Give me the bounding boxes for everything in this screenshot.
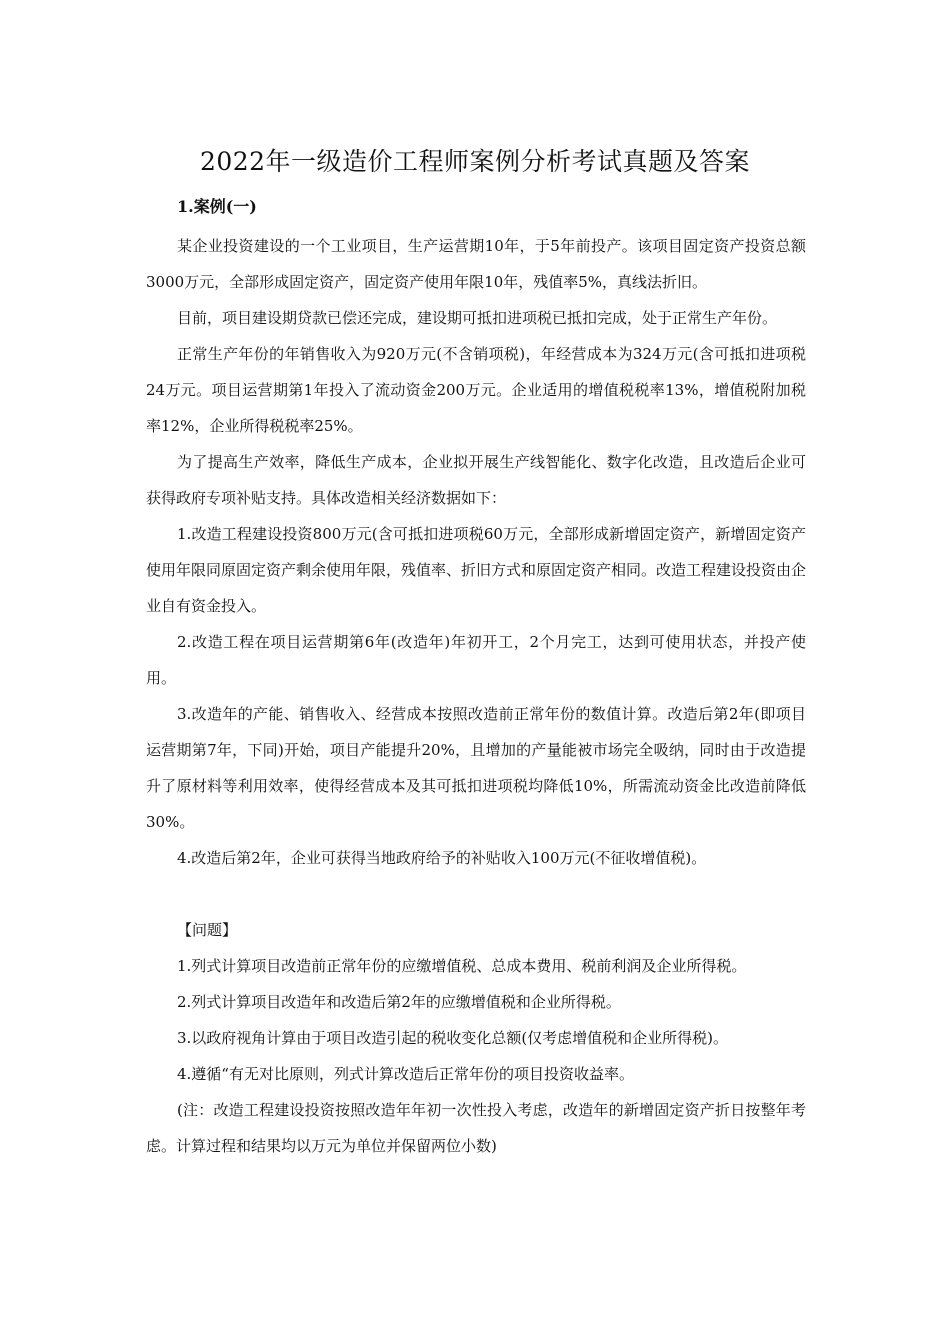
paragraph: 3.改造年的产能、销售收入、经营成本按照改造前正常年份的数值计算。改造后第2年(即项目运营期第7年，下同)开始，项目产能提升20%，且增加的产量能被市场完全吸纳，同时由于改造提升了原材料等利用效率，使得经营成本及其可抵扣进项税均降低10%，所需流动资金比改造前降低30%。 [146, 705, 806, 831]
question-item: 2.列式计算项目改造年和改造后第2年的应缴增值税和企业所得税。 [177, 993, 621, 1011]
paragraph: 目前，项目建设期贷款已偿还完成，建设期可抵扣进项税已抵扣完成，处于正常生产年份。 [177, 309, 778, 327]
paragraph: 4.改造后第2年，企业可获得当地政府给予的补贴收入100万元(不征收增值税)。 [177, 849, 707, 867]
page-title: 2022年一级造价工程师案例分析考试真题及答案 [199, 147, 751, 176]
paragraph: 正常生产年份的年销售收入为920万元(不含销项税)，年经营成本为324万元(含可抵扣进项税24万元。项目运营期第1年投入了流动资金200万元。企业适用的增值税税率13%，增值税附加税率12%，企业所得税税率25%。 [146, 345, 806, 435]
paragraph: 为了提高生产效率，降低生产成本，企业拟开展生产线智能化、数字化改造，且改造后企业可获得政府专项补贴支持。具体改造相关经济数据如下： [146, 453, 806, 507]
paragraph: 2.改造工程在项目运营期第6年(改造年)年初开工，2个月完工，达到可使用状态，并投产使用。 [146, 633, 806, 687]
question-item: 1.列式计算项目改造前正常年份的应缴增值税、总成本费用、税前利润及企业所得税。 [177, 957, 747, 975]
question-item: 3.以政府视角计算由于项目改造引起的税收变化总额(仅考虑增值税和企业所得税)。 [177, 1029, 729, 1047]
note: (注：改造工程建设投资按照改造年年初一次性投入考虑，改造年的新增固定资产折日按整年考虑。计算过程和结果均以万元为单位并保留两位小数) [146, 1101, 806, 1155]
paragraph: 某企业投资建设的一个工业项目，生产运营期10年，于5年前投产。该项目固定资产投资总额3000万元，全部形成固定资产，固定资产使用年限10年，残值率5%，真线法折旧。 [146, 237, 806, 291]
section-heading: 1.案例(一) [177, 197, 257, 216]
question-item: 4.遵循“有无对比原则，列式计算改造后正常年份的项目投资收益率。 [177, 1065, 634, 1083]
questions-heading: 【问题】 [177, 921, 238, 939]
document-body [146, 228, 806, 1164]
paragraph: 1.改造工程建设投资800万元(含可抵扣进项税60万元，全部形成新增固定资产，新增固定资产使用年限同原固定资产剩余使用年限，残值率、折旧方式和原固定资产相同。改造工程建设投资由企业自有资金投入。 [146, 525, 807, 615]
spacer [146, 876, 806, 912]
